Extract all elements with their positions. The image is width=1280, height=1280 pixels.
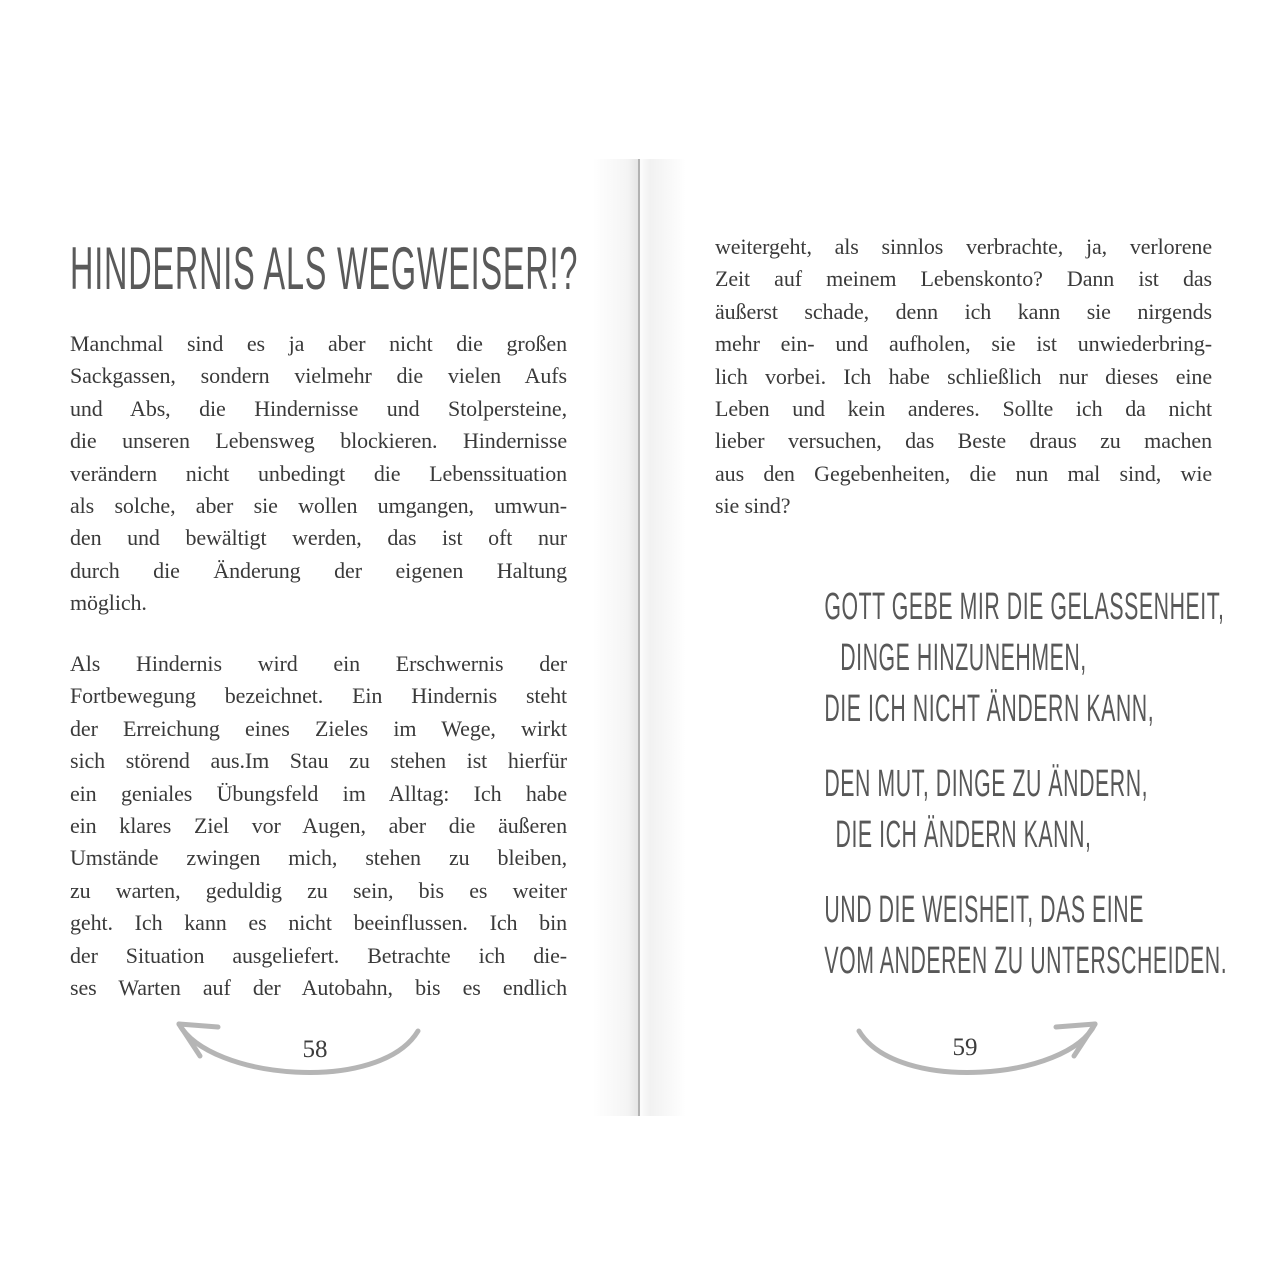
curved-arrow-left-icon: [170, 1014, 430, 1092]
text-line: der Erreichung eines Zieles im Wege, wirkt: [70, 715, 567, 741]
text-line: Sackgassen, sondern vielmehr die vielen Aufs: [70, 363, 567, 389]
text-line: sie sind?: [715, 493, 791, 519]
text-line: der Situation ausgeliefert. Betrachte ich die-: [70, 942, 567, 968]
text-line: sich störend aus.Im Stau zu stehen ist hierfür: [70, 748, 567, 774]
text-line: verändern nicht unbedingt die Lebenssituation: [70, 460, 567, 486]
quote-stanza: [824, 759, 1149, 861]
body-paragraph: [715, 231, 1212, 523]
page-footer-left: [170, 1014, 430, 1092]
text-line: äußerst schade, denn ich kann sie nirgends: [715, 298, 1212, 324]
text-line: als solche, aber sie wollen umgangen, umwun-: [70, 493, 567, 519]
page-number: 59: [952, 1034, 978, 1061]
text-line: Manchmal sind es ja aber nicht die großen: [70, 331, 567, 356]
text-line: den und bewältigt werden, das ist oft nur: [70, 525, 567, 551]
text-line: ein geniales Übungsfeld im Alltag: Ich habe: [70, 780, 567, 806]
quote-line: VOM ANDEREN ZU UNTERSCHEIDEN.: [824, 940, 1228, 982]
quote-line: UND DIE WEISHEIT, DAS EINE: [824, 889, 1144, 931]
quote-line: DIE ICH ÄNDERN KANN,: [835, 814, 1092, 856]
page-number: 58: [302, 1036, 328, 1063]
text-line: lich vorbei. Ich habe schließlich nur dieses eine: [715, 363, 1212, 389]
text-line: ses Warten auf der Autobahn, bis es endlich: [70, 975, 567, 1001]
body-paragraph: [70, 328, 567, 620]
text-line: Leben und kein anderes. Sollte ich da nicht: [715, 396, 1212, 422]
chapter-heading: HINDERNIS ALS WEGWEISER!?: [70, 235, 579, 302]
text-line: zu warten, geduldig zu sein, bis es weiter: [70, 877, 567, 903]
text-line: mehr ein- und aufholen, sie ist unwiederbring-: [715, 331, 1212, 357]
text-line: lieber versuchen, das Beste draus zu machen: [715, 428, 1212, 454]
quote-line: GOTT GEBE MIR DIE GELASSENHEIT,: [824, 586, 1225, 628]
text-line: Zeit auf meinem Lebenskonto? Dann ist das: [715, 266, 1212, 292]
page-footer-right: [850, 1014, 1110, 1092]
text-line: aus den Gegebenheiten, die nun mal sind, wie: [715, 460, 1212, 486]
text-line: durch die Änderung der eigenen Haltung: [70, 557, 567, 583]
text-line: Umstände zwingen mich, stehen zu bleiben,: [70, 845, 567, 871]
text-line: ein klares Ziel vor Augen, aber die äußeren: [70, 813, 567, 839]
text-line: und Abs, die Hindernisse und Stolpersteine,: [70, 395, 567, 421]
page-gutter-shadow: [592, 159, 686, 1116]
quote-stanza: [824, 582, 1225, 735]
text-line: Fortbewegung bezeichnet. Ein Hindernis steht: [70, 683, 567, 709]
quote-stanza: [824, 885, 1228, 987]
quote-line: DIE ICH NICHT ÄNDERN KANN,: [824, 688, 1155, 730]
quote-line: DINGE HINZUNEHMEN,: [840, 637, 1087, 679]
text-line: weitergeht, als sinnlos verbrachte, ja, verlorene: [715, 234, 1212, 259]
text-line: Als Hindernis wird ein Erschwernis der: [70, 651, 567, 676]
text-line: die unseren Lebensweg blockieren. Hindernisse: [70, 428, 567, 454]
serenity-prayer-quote: [824, 582, 1228, 1011]
text-line: geht. Ich kann es nicht beeinflussen. Ich bin: [70, 910, 567, 936]
text-line: möglich.: [70, 590, 147, 616]
quote-line: DEN MUT, DINGE ZU ÄNDERN,: [824, 763, 1149, 805]
curved-arrow-right-icon: [850, 1014, 1110, 1092]
body-paragraph: [70, 648, 567, 1004]
